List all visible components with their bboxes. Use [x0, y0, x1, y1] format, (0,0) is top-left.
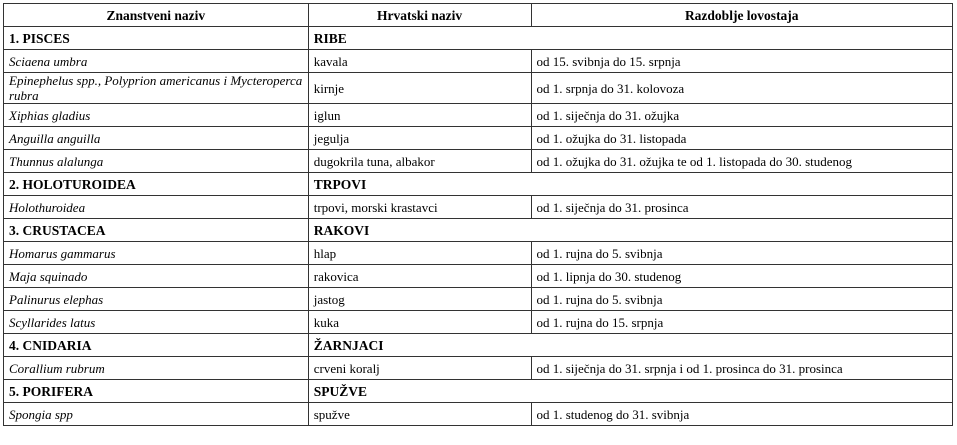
- closed-season-cell: od 1. rujna do 5. svibnja: [531, 288, 953, 311]
- croatian-name-cell: dugokrila tuna, albakor: [308, 150, 531, 173]
- scientific-name-cell: Epinephelus spp., Polyprion americanus i Mycteroperca rubra: [4, 73, 309, 104]
- croatian-name-cell: kirnje: [308, 73, 531, 104]
- scientific-name-cell: Scyllarides latus: [4, 311, 309, 334]
- closed-season-cell: od 1. siječnja do 31. srpnja i od 1. prosinca do 31. prosinca: [531, 357, 953, 380]
- species-row: [4, 357, 953, 380]
- croatian-name-cell: rakovica: [308, 265, 531, 288]
- croatian-name-cell: kavala: [308, 50, 531, 73]
- scientific-name-cell: Anguilla anguilla: [4, 127, 309, 150]
- species-row: [4, 403, 953, 426]
- scientific-name-cell: Sciaena umbra: [4, 50, 309, 73]
- species-row: [4, 288, 953, 311]
- group-scientific-name: 5. PORIFERA: [4, 380, 309, 403]
- croatian-name-cell: iglun: [308, 104, 531, 127]
- scientific-name-cell: Corallium rubrum: [4, 357, 309, 380]
- croatian-name-cell: crveni koralj: [308, 357, 531, 380]
- species-row: [4, 196, 953, 219]
- species-row: [4, 150, 953, 173]
- closed-season-cell: od 1. ožujka do 31. listopada: [531, 127, 953, 150]
- closed-season-cell: od 1. rujna do 5. svibnja: [531, 242, 953, 265]
- scientific-name-cell: Spongia spp: [4, 403, 309, 426]
- group-scientific-name: 1. PISCES: [4, 27, 309, 50]
- croatian-name-cell: trpovi, morski krastavci: [308, 196, 531, 219]
- scientific-name-cell: Holothuroidea: [4, 196, 309, 219]
- table-body: [4, 27, 953, 426]
- header-croatian-name: Hrvatski naziv: [308, 4, 531, 27]
- group-row: [4, 173, 953, 196]
- group-croatian-name: SPUŽVE: [308, 380, 952, 403]
- species-row: [4, 311, 953, 334]
- croatian-name-cell: jegulja: [308, 127, 531, 150]
- group-scientific-name: 4. CNIDARIA: [4, 334, 309, 357]
- closed-season-cell: od 1. lipnja do 30. studenog: [531, 265, 953, 288]
- group-croatian-name: RAKOVI: [308, 219, 952, 242]
- group-croatian-name: RIBE: [308, 27, 952, 50]
- group-croatian-name: TRPOVI: [308, 173, 952, 196]
- header-scientific-name: Znanstveni naziv: [4, 4, 309, 27]
- species-row: [4, 73, 953, 104]
- group-row: [4, 380, 953, 403]
- scientific-name-cell: Palinurus elephas: [4, 288, 309, 311]
- closed-season-cell: od 1. studenog do 31. svibnja: [531, 403, 953, 426]
- croatian-name-cell: spužve: [308, 403, 531, 426]
- group-row: [4, 27, 953, 50]
- group-croatian-name: ŽARNJACI: [308, 334, 952, 357]
- croatian-name-cell: jastog: [308, 288, 531, 311]
- group-scientific-name: 3. CRUSTACEA: [4, 219, 309, 242]
- header-row: [4, 4, 953, 27]
- closed-season-cell: od 1. ožujka do 31. ožujka te od 1. listopada do 30. studenog: [531, 150, 953, 173]
- species-row: [4, 104, 953, 127]
- closed-season-cell: od 1. siječnja do 31. ožujka: [531, 104, 953, 127]
- group-scientific-name: 2. HOLOTUROIDEA: [4, 173, 309, 196]
- species-row: [4, 242, 953, 265]
- closed-season-cell: od 15. svibnja do 15. srpnja: [531, 50, 953, 73]
- group-row: [4, 334, 953, 357]
- header-closed-season: Razdoblje lovostaja: [531, 4, 953, 27]
- scientific-name-cell: Thunnus alalunga: [4, 150, 309, 173]
- closed-season-cell: od 1. srpnja do 31. kolovoza: [531, 73, 953, 104]
- closed-season-table: [3, 3, 953, 426]
- group-row: [4, 219, 953, 242]
- species-row: [4, 50, 953, 73]
- croatian-name-cell: kuka: [308, 311, 531, 334]
- closed-season-cell: od 1. rujna do 15. srpnja: [531, 311, 953, 334]
- species-row: [4, 265, 953, 288]
- scientific-name-cell: Homarus gammarus: [4, 242, 309, 265]
- croatian-name-cell: hlap: [308, 242, 531, 265]
- closed-season-cell: od 1. siječnja do 31. prosinca: [531, 196, 953, 219]
- scientific-name-cell: Xiphias gladius: [4, 104, 309, 127]
- scientific-name-cell: Maja squinado: [4, 265, 309, 288]
- species-row: [4, 127, 953, 150]
